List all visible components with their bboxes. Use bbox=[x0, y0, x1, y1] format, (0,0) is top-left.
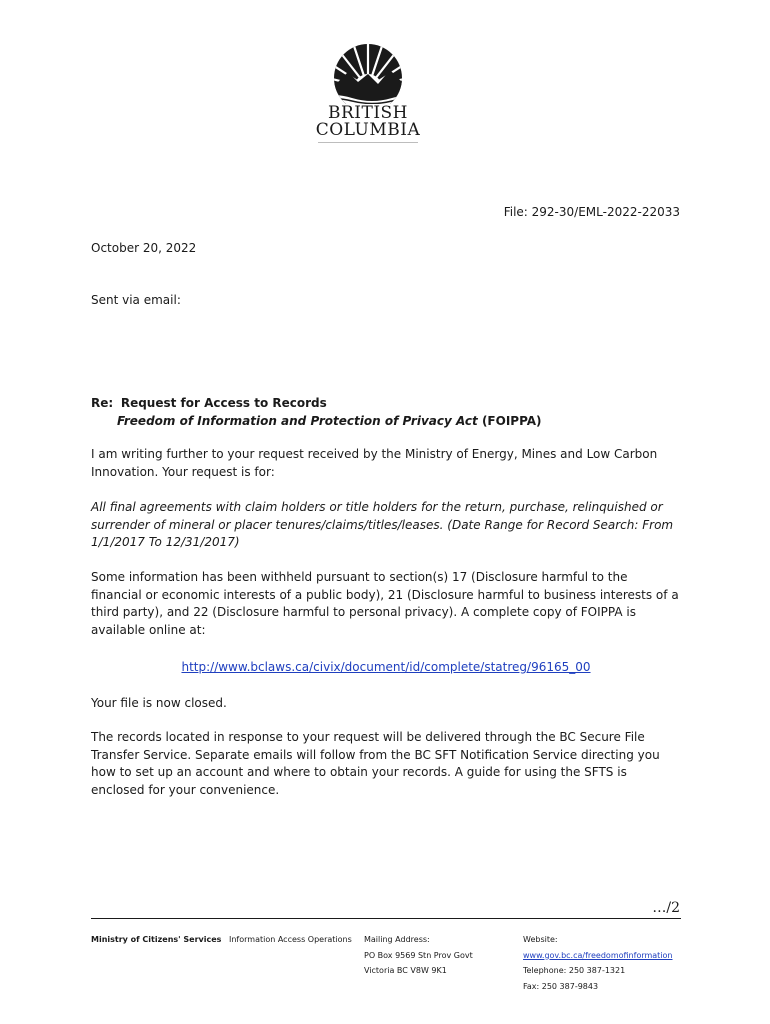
body-paragraph-request-intro: I am writing further to your request received by the Ministry of Energy, Mines and Low Carbon Innovation. Your request is for: bbox=[91, 447, 658, 479]
sent-via-line: Sent via email: bbox=[91, 293, 181, 307]
subject-block bbox=[91, 395, 542, 430]
act-abbreviation: (FOIPPA) bbox=[481, 413, 542, 428]
file-reference: File: 292-30/EML-2022-22033 bbox=[503, 205, 680, 219]
footer-mailing-address bbox=[364, 932, 473, 979]
footer-department bbox=[229, 932, 352, 948]
fax: Fax: 250 387-9843 bbox=[523, 981, 599, 991]
sun-mountain-emblem bbox=[312, 44, 424, 104]
subject-title: Request for Access to Records bbox=[120, 396, 327, 410]
footer-divider bbox=[91, 918, 681, 919]
logo-text-columbia: COLUMBIA bbox=[315, 120, 421, 140]
act-name: Freedom of Information and Protection of Privacy Act bbox=[117, 413, 478, 428]
ministry-name: Ministry of Citizens' Services bbox=[91, 935, 222, 944]
foippa-link-container bbox=[91, 659, 681, 677]
mailing-line1: PO Box 9569 Stn Prov Govt bbox=[364, 950, 473, 960]
foippa-link[interactable]: http://www.bclaws.ca/civix/document/id/complete/statreg/96165_00 bbox=[181, 660, 591, 674]
body-paragraph-withheld: Some information has been withheld pursuant to section(s) 17 (Disclosure harmful to the financial or economic interests of a public body), 21 (Disclosure harmful to business interests of a third party), and 22 (Disclosure harmful to personal privacy). A complete copy of FOIPPA is available online at: bbox=[91, 570, 679, 637]
footer-ministry bbox=[91, 932, 221, 948]
mailing-line2: Victoria BC V8W 9K1 bbox=[364, 966, 447, 975]
body-paragraph-delivery: The records located in response to your request will be delivered through the BC Secure File Transfer Service. Separate emails will follow from the BC SFT Notification Service directing you how to set up an account and where to obtain your records. A guide for using the SFTS is enclosed for your convenience. bbox=[91, 730, 660, 797]
department-name: Information Access Operations bbox=[229, 935, 352, 944]
page-continuation: …/2 bbox=[652, 900, 680, 916]
website-link[interactable]: www.gov.bc.ca/freedomofinformation bbox=[523, 950, 673, 960]
re-label: Re: bbox=[91, 396, 114, 410]
act-line bbox=[91, 413, 542, 431]
logo-underline bbox=[318, 142, 418, 143]
body-paragraph-request-text: All final agreements with claim holders or title holders for the return, purchase, relinquished or surrender of mineral or placer tenures/claims/titles/leases. (Date Range for Record Search: From 1/1/2017 To 12/31/2017) bbox=[91, 500, 674, 550]
bc-government-logo bbox=[312, 44, 424, 148]
body-paragraph-closed: Your file is now closed. bbox=[91, 696, 227, 710]
letter-date: October 20, 2022 bbox=[91, 241, 197, 255]
website-label: Website: bbox=[523, 935, 558, 944]
footer-website bbox=[523, 932, 673, 994]
logo-text-british: BRITISH bbox=[327, 103, 409, 123]
telephone: Telephone: 250 387-1321 bbox=[523, 966, 626, 975]
mailing-label: Mailing Address: bbox=[364, 935, 430, 944]
